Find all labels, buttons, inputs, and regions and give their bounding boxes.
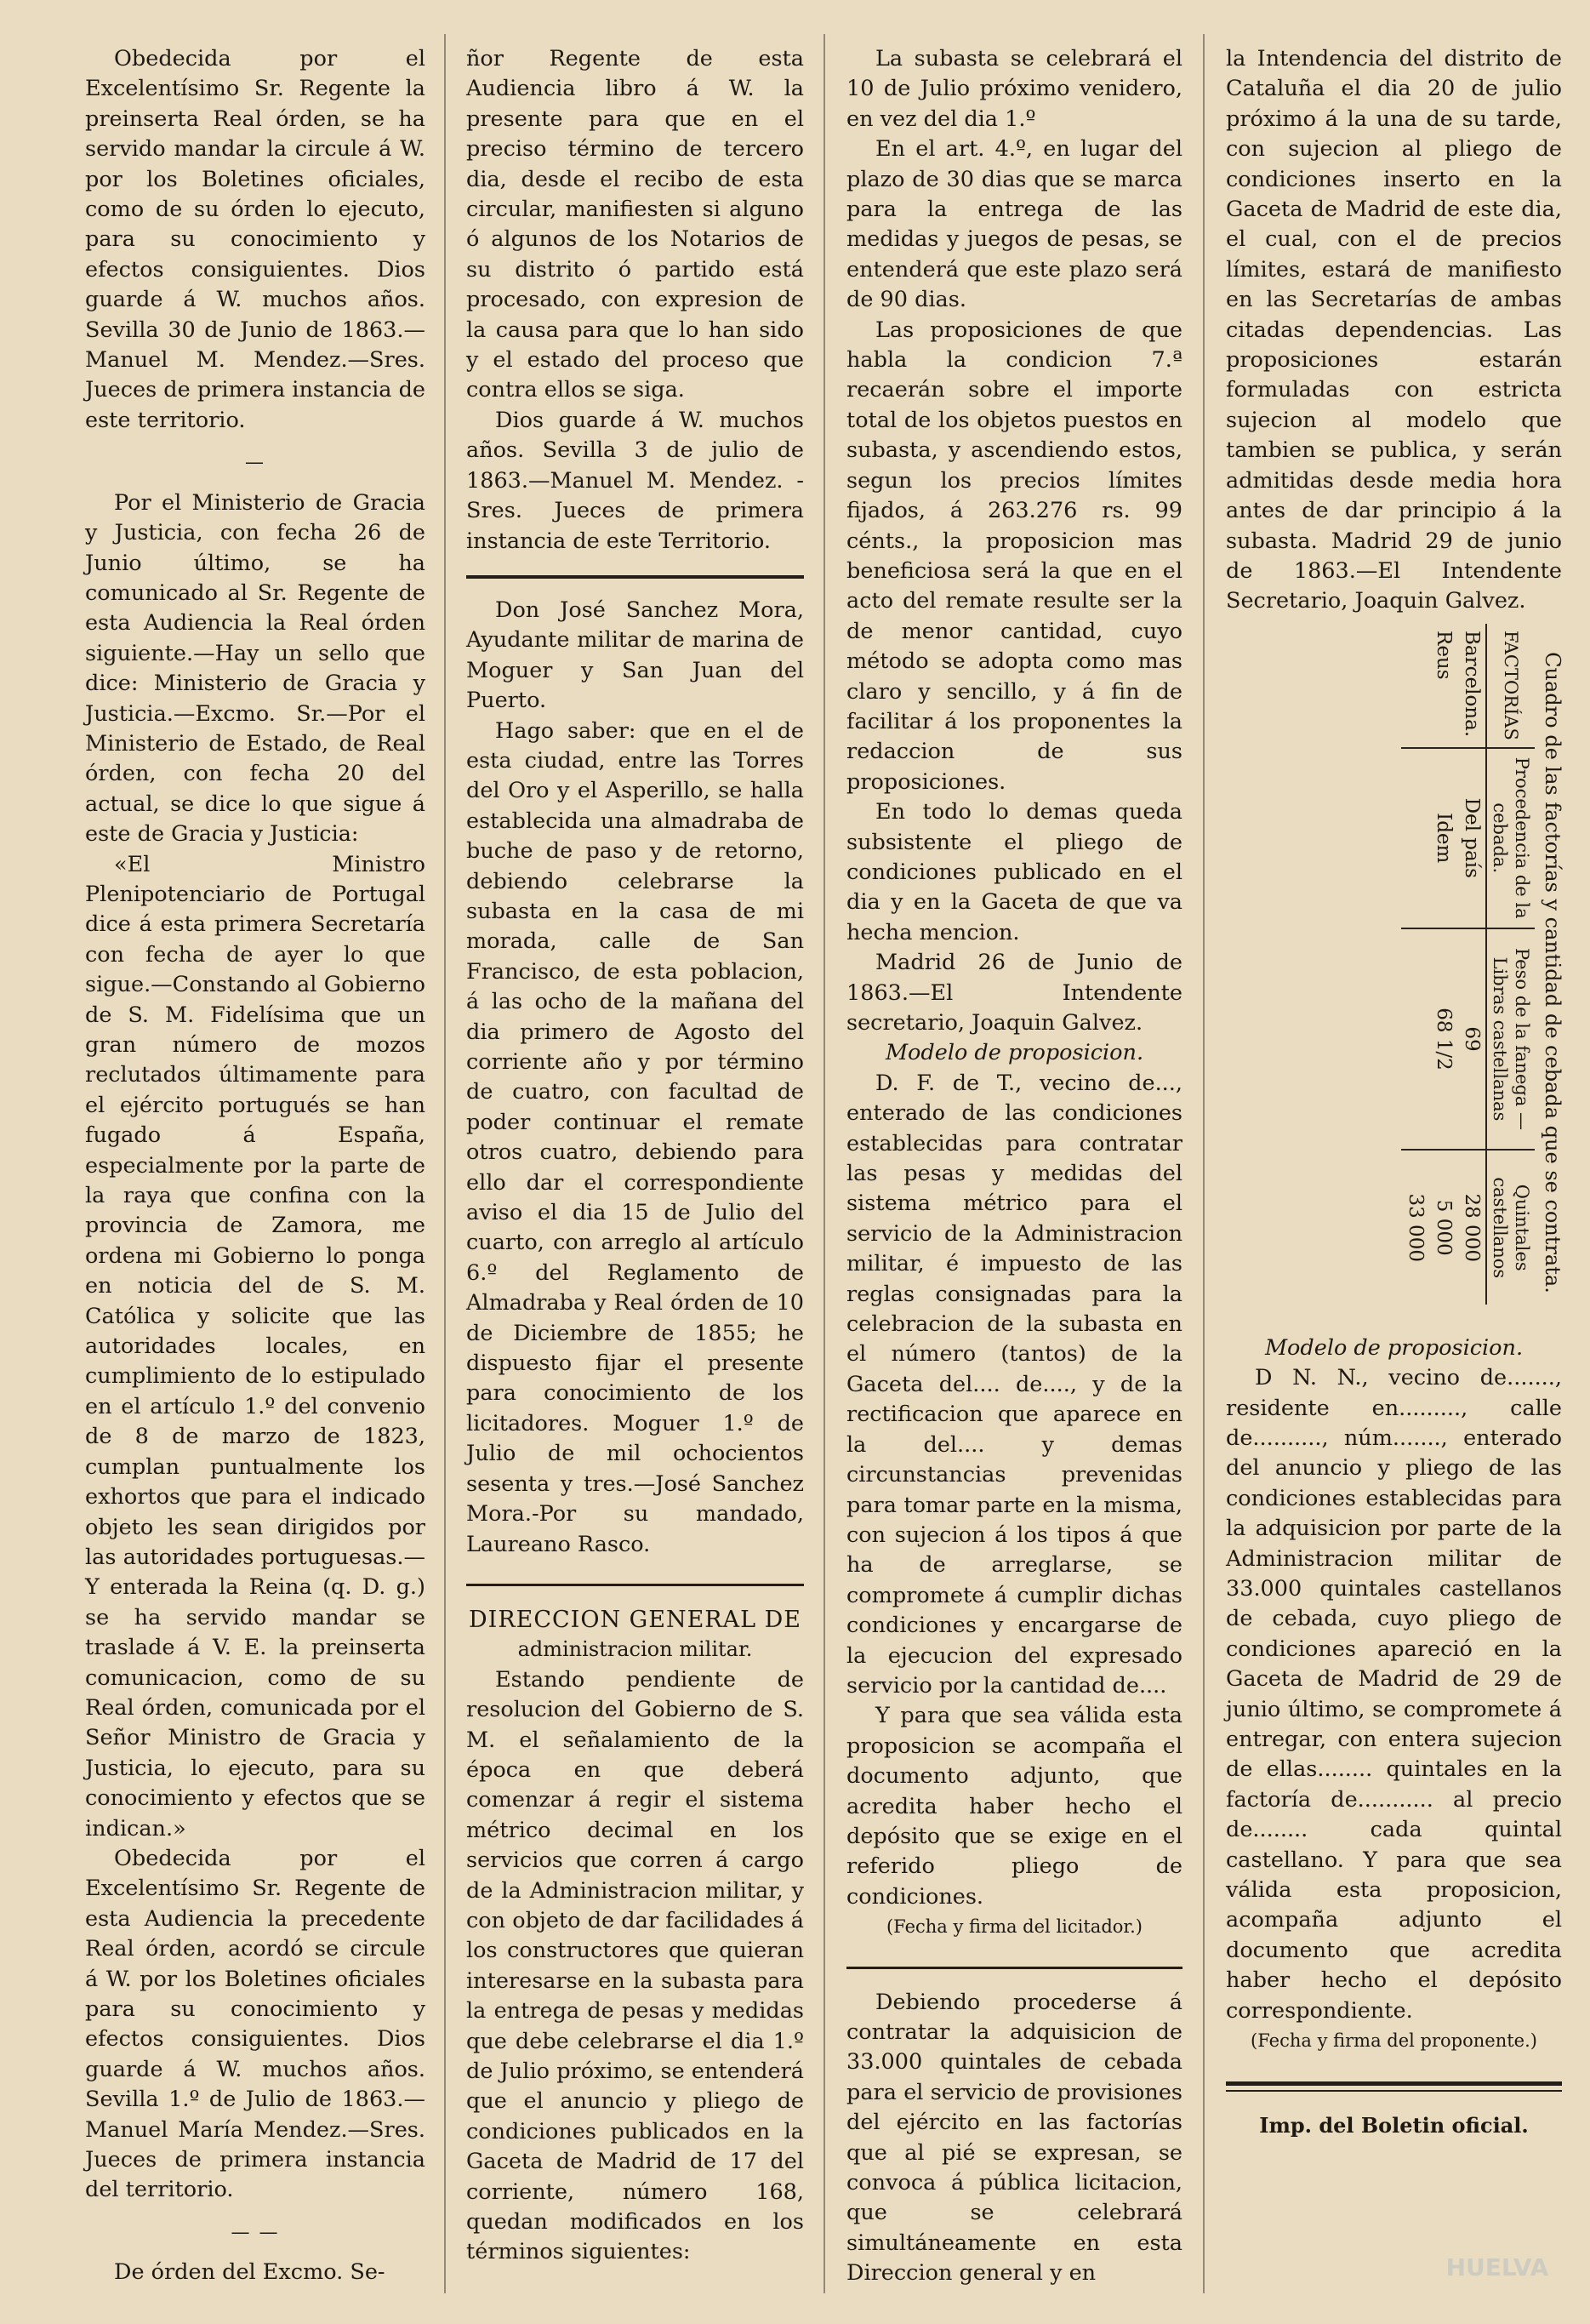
table-header: Quintales castellanos (1486, 1150, 1535, 1305)
table-row (1401, 624, 1429, 1305)
paragraph: En el art. 4.º, en lugar del plazo de 30 dias que se marca para la entrega de las medidas y juegos de pesas, se entenderá que este plazo será de 90 dias. (846, 136, 1183, 313)
table-cell (1401, 748, 1429, 928)
paragraph: La subasta se celebrará el 10 de Julio próximo venidero, en vez del dia 1.º (846, 46, 1183, 132)
paragraph: Estando pendiente de resolucion del Gobierno de S. M. el señalamiento de la época en que deberá comenzar á regir el sistema métrico decimal en los servicios que corren á cargo de la Administracion militar, y con objeto de dar facilidades á los constructores que quieran interesarse en la subasta para la entrega de pesas y medidas que debe celebrarse el dia 1.º de Julio próximo, se entenderá que el anuncio y pliego de condiciones publicados en la Gaceta de Madrid de 17 del corriente, número 168, quedan modificados en los términos siguientes: (466, 1666, 804, 2265)
factorias-table (1224, 624, 1564, 1322)
table-cell: Barcelona. (1461, 630, 1483, 737)
paragraph: Obedecida por el Excelentísimo Sr. Regente la preinserta Real órden, se ha servido mandar la circule á W. por los Boletines oficiales, como de su órden lo ejecuto, para su conocimiento y efectos consiguientes. Dios guarde á W. muchos años. Sevilla 30 de Junio de 1863.—Manuel M. Mendez.—Sres. Jueces de primera instancia de este territorio. (85, 46, 425, 433)
model-title: Modelo de proposicion. (885, 1040, 1144, 1066)
imprint: Imp. del Boletin oficial. (1259, 2113, 1529, 2138)
table-cell (1401, 624, 1429, 748)
table-cell: Del país (1457, 748, 1486, 928)
table-header: Procedencia de la cebada. (1486, 748, 1535, 928)
table-cell: 28 000 (1457, 1150, 1486, 1305)
signature-line: (Fecha y firma del licitador.) (886, 1916, 1143, 1938)
divider (466, 1584, 804, 1586)
paragraph: «El Ministro Plenipotenciario de Portugal dice á esta primera Secretaría con fecha de ayer lo que sigue.—Constando al Gobierno de S. M. Fidelísima que un gran número de mozos reclutados últimamente para el ejército portugués se han fugado á España, especialmente por la parte de la raya que confina con la provincia de Zamora, me ordena mi Gobierno lo ponga en noticia del de S. M. Católica y solicite que las autoridades locales, en cumplimiento de lo estipulado en el artículo 1.º del convenio de 8 de marzo de 1823, cumplan puntualmente los exhortos que para el indicado objeto les sean dirigidos por las autoridades portuguesas.—Y enterada la Reina (q. D. g.) se ha servido mandar se traslade á V. E. la preinserta comunicacion, como de su Real órden, comunicada por el Señor Ministro de Gracia y Justicia, lo ejecuto, para su conocimiento y efectos que se indican.» (85, 851, 425, 1841)
column-rule (1203, 34, 1205, 2293)
paragraph: ñor Regente de esta Audiencia libro á W. la presente para que en el preciso término de tercero dia, desde el recibo de esta circular, manifiesten si alguno ó algunos de los Notarios de su distrito ó partido está procesado, con expresion de la causa para que lo han sido y el estado del proceso que contra ellos se siga. (466, 46, 804, 403)
table-total: 33 000 (1401, 1150, 1429, 1305)
column-rule (823, 34, 825, 2293)
paragraph: Obedecida por el Excelentísimo Sr. Regente de esta Audiencia la precedente Real órden, acordó se circule á W. por los Boletines oficiales para su conocimiento y efectos consiguientes. Dios guarde á W. muchos años. Sevilla 1.º de Julio de 1863.—Manuel María Mendez.—Sres. Jueces de primera instancia del territorio. (85, 1845, 425, 2203)
table-cell (1401, 928, 1429, 1150)
column-4 (1226, 44, 1562, 2141)
table-cell: 5 000 (1429, 1150, 1457, 1305)
column-3 (846, 44, 1183, 2289)
paragraph: Y para que sea válida esta proposicion se acompaña el documento adjunto, que acredita haber hecho el depósito que se exige en el referido pliego de condiciones. (846, 1703, 1183, 1910)
model-title: Modelo de proposicion. (1264, 1334, 1524, 1361)
column-2 (466, 44, 804, 2268)
library-stamp: HUELVA (1445, 2253, 1549, 2281)
column-1 (85, 44, 425, 2288)
table-title: Cuadro de las factorías y cantidad de cebada que se contrata. (1541, 651, 1564, 1293)
divider (1226, 2081, 1562, 2092)
paragraph: la Intendencia del distrito de Cataluña el dia 20 de julio próximo á la una de su tarde, con sujecion al pliego de condiciones inserto en la Gaceta de Madrid de este dia, el cual, con el de precios límites, estará de manifiesto en las Secretarías de ambas citadas dependencias. Las proposiciones estarán formuladas con estricta sujecion al modelo que tambien se publica, y serán admitidas desde media hora antes de dar principio á la subasta. Madrid 29 de junio de 1863.—El Intendente Secretario, Joaquin Galvez. (1226, 46, 1562, 614)
factorias-table-wrap (1226, 624, 1562, 1322)
table-header: Peso de la fanega — Libras castellanas (1486, 928, 1535, 1150)
paragraph: Madrid 26 de Junio de 1863.—El Intendente secretario, Joaquin Galvez. (846, 950, 1183, 1036)
paragraph: De órden del Excmo. Se- (114, 2259, 385, 2286)
paragraph: Dios guarde á W. muchos años. Sevilla 3 de julio de 1863.—Manuel M. Mendez. -Sres. Jueces de primera instancia de este Territorio. (466, 407, 804, 554)
paragraph: Don José Sanchez Mora, Ayudante militar de marina de Moguer y San Juan del Puerto. (466, 597, 804, 714)
signature-line: (Fecha y firma del proponente.) (1251, 2030, 1537, 2052)
paragraph: Debiendo procederse á contratar la adquisicion de 33.000 quintales de cebada para el servicio de provisiones del ejército en las factorías que al pié se expresan, se convoca á pública licitacion, que se celebrará simultáneamente en esta Direccion general y en (846, 1989, 1183, 2287)
separator: — (245, 452, 265, 474)
paragraph: Las proposiciones de que habla la condicion 7.ª recaerán sobre el importe total de los objetos puestos en subasta, y ascendiendo estos, segun los precios límites fijados, á 263.276 rs. 99 cénts., la proposicion mas beneficiosa será la que en el acto del remate resulte ser la de menor cantidad, cuyo método se adopta como mas claro y sencillo, y á fin de facilitar á los proponentes la redaccion de sus proposiciones. (846, 317, 1183, 795)
paragraph: D. F. de T., vecino de..., enterado de las condiciones establecidas para contratar las pesas y medidas del sistema métrico para el servicio de la Administracion militar, é impuesto de las reglas consignadas para la celebracion de la subasta en el número (tantos) de la Gaceta del.... de...., y de la rectificacion que aparece en la del.... y demas circunstancias prevenidas para tomar parte en la misma, con sujecion á los tipos á que ha de arreglarse, se compromete á cumplir dichas condiciones y encargarse de la ejecucion del expresado servicio por la cantidad de.... (846, 1070, 1183, 1699)
paragraph: D N. N., vecino de......., residente en........., calle de.........., núm......., enterado del anuncio y pliego de las condiciones establecidas para la adquisicion por parte de la Administracion militar de 33.000 quintales castellanos de cebada, cuyo pliego de condiciones apareció en la Gaceta de Madrid de 29 de junio último, se compromete á entregar, con entera sujecion de ellas........ quintales en la factoría de........... al precio de........ cada quintal castellano. Y para que sea válida esta proposicion, acompaña adjunto el documento que acredita haber hecho el depósito correspondiente. (1226, 1365, 1562, 2024)
table-cell: Reus (1433, 630, 1455, 680)
paragraph: Hago saber: que en el de esta ciudad, entre las Torres del Oro y el Asperillo, se halla establecida una almadraba de buche de paso y de retorno, debiendo celebrarse la subasta en la casa de mi morada, calle de San Francisco, de esta poblacion, á las ocho de la mañana del dia primero de Agosto del corriente año y por término de cuatro, con facultad de poder continuar el remate otros cuatro, debiendo para ello dar el correspondiente aviso el dia 15 de Julio del cuarto, con arreglo al artículo 6.º del Reglamento de Almadraba y Real órden de 10 de Diciembre de 1855; he dispuesto fijar el presente para conocimiento de los licitadores. Moguer 1.º de Julio de mil ochocientos sesenta y tres.—José Sanchez Mora.-Por su mandado, Laureano Rasco. (466, 717, 804, 1557)
divider (846, 1967, 1183, 1969)
table-cell: Idem (1429, 748, 1457, 928)
section-subheading: administracion militar. (517, 1637, 753, 1662)
separator: — — (231, 2221, 280, 2243)
paragraph: Por el Ministerio de Gracia y Justicia, con fecha 26 de Junio último, se ha comunicado al Sr. Regente de esta Audiencia la Real órden siguiente.—Hay un sello que dice: Ministerio de Gracia y Justicia.—Excmo. Sr.—Por el Ministerio de Estado, de Real órden, con fecha 20 del actual, se dice lo que sigue á este de Gracia y Justicia: (85, 489, 425, 848)
table-cell: 68 1/2 (1429, 928, 1457, 1150)
table-cell: 69 (1457, 928, 1486, 1150)
table (1401, 624, 1535, 1305)
table-row (1457, 624, 1486, 1305)
divider (466, 575, 804, 579)
table-header: FACTORÍAS (1486, 624, 1535, 748)
section-heading: DIRECCION GENERAL DE (469, 1606, 801, 1633)
table-row (1429, 624, 1457, 1305)
paragraph: En todo lo demas queda subsistente el pliego de condiciones publicado en el dia y en la Gaceta de que va hecha mencion. (846, 799, 1183, 945)
column-rule (444, 34, 446, 2293)
